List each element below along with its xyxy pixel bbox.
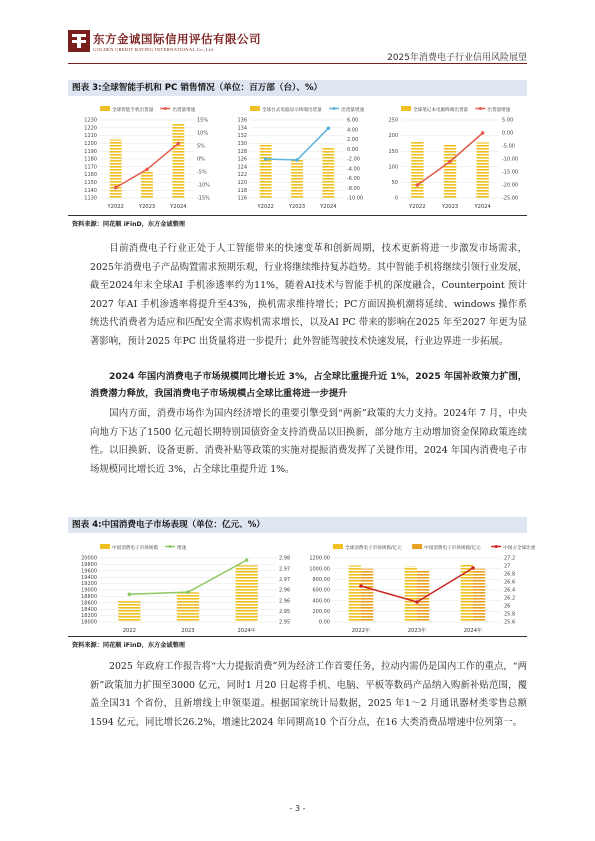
y-left-tick-label: 18000 [81, 619, 97, 626]
y-right-tick-label: 2.97 [279, 576, 291, 583]
y-right-tick-label: 0.00 [347, 146, 359, 153]
y-right-tick-label: 26.4 [504, 587, 516, 594]
y-left-tick-label: 19800 [81, 562, 97, 568]
chart-smartphone-shipments [72, 100, 220, 212]
y-left-tick-label: 1230 [84, 117, 97, 124]
line-point [471, 566, 475, 570]
series-line [266, 128, 329, 160]
y-left-tick-label: 18400 [81, 606, 97, 613]
y-left-tick-label: 400.00 [312, 598, 330, 605]
bar [473, 569, 485, 622]
y-right-tick-label: 5% [197, 143, 205, 150]
legend-label: 出货量增速 [341, 108, 365, 113]
bar [349, 565, 361, 622]
x-tick-label: Y2024 [474, 204, 491, 210]
y-right-tick-label: 2.96 [279, 598, 291, 605]
y-left-tick-label: 1220 [84, 125, 97, 132]
y-right-tick-label: 2.98 [279, 555, 291, 562]
y-left-tick-label: 0 [394, 195, 398, 202]
header-divider [68, 63, 527, 64]
y-right-tick-label: 2.96 [279, 587, 291, 594]
line-point [327, 126, 331, 130]
line-point [128, 592, 132, 596]
y-left-tick-label: 18600 [81, 600, 97, 607]
x-tick-label: Y2023 [441, 204, 459, 210]
y-left-tick-label: 124 [237, 164, 247, 171]
chart-desktop-shipments [222, 100, 370, 212]
y-left-tick-label: 1130 [84, 195, 97, 202]
bar [236, 565, 258, 622]
x-tick-label: Y2022 [107, 204, 124, 210]
line-point [186, 590, 190, 594]
x-tick-label: Y2022 [409, 204, 426, 210]
figure4-source: 资料来源：同花顺 iFinD，东方金诚整理 [72, 642, 185, 649]
y-left-tick-label: 126 [237, 156, 247, 163]
y-left-tick-label: 100 [388, 164, 398, 171]
y-left-tick-label: 118 [237, 187, 247, 194]
bar [361, 569, 373, 622]
y-left-tick-label: 1000.00 [309, 566, 330, 573]
y-left-tick-label: 1190 [84, 148, 97, 155]
y-right-tick-label: 2.00 [347, 137, 359, 144]
y-right-tick-label: -2.00 [347, 156, 360, 163]
legend-label: 出货量增速 [487, 108, 511, 113]
y-left-tick-label: 122 [237, 172, 247, 179]
bar [476, 142, 488, 198]
chart-china-market-size [72, 538, 302, 636]
company-logo [68, 30, 90, 52]
paragraph-domestic-policy-text: 国内方面，消费市场作为国内经济增长的重要引擎受到“两新”政策的大力支持。2024年 7 月，中央向地方下达了1500 亿元超长期特别国债资金支持消费品以旧换新，部分地方主动增加资金保障政策连续性。以旧换新、设备更新、消费补贴等政策的实施对提振消费发挥了关键作用，2024 年国内消费电子市场规模同比增长近 3%，占全球比重提升近 1%。 [90, 408, 527, 475]
x-tick-label: 2024年 [237, 628, 256, 634]
bar [405, 566, 417, 622]
y-right-tick-label: -5% [197, 169, 207, 176]
y-right-tick-label: 15% [197, 117, 209, 124]
bar [260, 143, 272, 198]
legend-swatch-bar [412, 544, 422, 549]
legend-label: 全球消费电子市场规模/亿元 [345, 546, 402, 551]
section-heading-text: 2024 年国内消费电子市场规模同比增长近 3%，占全球比重提升近 1%，2025 年国补政策力扩围，消费潜力释放，我国消费电子市场规模占全球比重将进一步提升 [90, 371, 527, 399]
y-left-tick-label: 134 [237, 125, 247, 132]
figure3-title: 图表 3:全球智能手机和 PC 销售情况（单位：百万部（台）、%） [68, 80, 527, 96]
x-tick-label: Y2022 [257, 204, 274, 210]
chart-china-global-share [305, 538, 536, 636]
y-left-tick-label: 120 [237, 180, 247, 186]
y-right-tick-label: 2.95 [279, 619, 291, 626]
y-left-tick-label: 50 [391, 180, 398, 186]
y-left-tick-label: 116 [237, 195, 247, 202]
paragraph-2025-policy [90, 658, 527, 732]
x-tick-label: Y2024 [170, 204, 187, 210]
y-right-tick-label: 27 [504, 563, 511, 570]
y-right-tick-label: 26.2 [504, 595, 516, 602]
y-right-tick-label: -25.00 [502, 195, 519, 202]
y-right-tick-label: 4.00 [347, 127, 359, 134]
y-right-tick-label: 26 [504, 603, 511, 610]
y-left-tick-label: 1150 [84, 180, 97, 186]
y-right-tick-label: -20.00 [502, 182, 519, 189]
legend-label: 增速 [177, 546, 187, 551]
company-name-en: GOLDEN CREDIT RATING INTERNATIONAL Co.,Ltd. [93, 47, 215, 52]
line-point [245, 558, 249, 562]
legend-swatch-marker [479, 107, 482, 110]
y-right-tick-label: 6.00 [347, 117, 359, 124]
y-left-tick-label: 1200.00 [309, 555, 330, 562]
legend-swatch-bar [250, 106, 260, 111]
figure3-bottom-rule [68, 215, 527, 216]
paragraph-2025-policy-text: 2025 年政府工作报告将“大力提振消费”列为经济工作首要任务，拉动内需仍是国内工作的重点，“两新”政策加力扩围至3000 亿元，同时1 月20 日起将手机、电脑、平板等数码产品纳入购新补贴范围，覆盖全国31 个省份，且新增线上申领渠道。根据国家统计局数据，2025 年1～2 月通讯器材类零售总额1594 亿元，同比增长26.2%，增速比2024 年同期高10 个百分点，在16 大类消费品增速中位列第一。 [90, 661, 527, 728]
figure4-title: 图表 4:中国消费电子市场表现（单位：亿元、%） [68, 517, 527, 533]
line-point [481, 131, 485, 135]
figure4-bottom-rule [68, 636, 527, 637]
x-tick-label: 2022 [122, 628, 136, 634]
bar [322, 147, 334, 198]
y-right-tick-label: 26.8 [504, 571, 516, 578]
line-point [264, 157, 268, 161]
legend-swatch-bar [401, 106, 411, 111]
y-left-tick-label: 800.00 [312, 576, 330, 583]
y-right-tick-label: 2.95 [279, 608, 291, 615]
bar [444, 145, 456, 198]
bar [118, 601, 140, 622]
y-right-tick-label: -15% [197, 195, 210, 202]
legend-swatch-bar [100, 544, 110, 549]
y-right-tick-label: 25.6 [504, 619, 516, 626]
x-tick-label: 2023 [181, 628, 195, 634]
bar [177, 592, 199, 622]
y-left-tick-label: 0.00 [318, 619, 330, 626]
x-tick-label: 2022年 [351, 628, 371, 634]
y-left-tick-label: 1210 [84, 133, 97, 140]
line-point [448, 160, 452, 164]
bar [291, 159, 303, 198]
y-left-tick-label: 1200 [84, 141, 97, 147]
bar [461, 565, 473, 622]
y-left-tick-label: 1180 [84, 156, 97, 163]
y-left-tick-label: 20000 [81, 555, 97, 562]
legend-label: 中国占全球比重 [503, 546, 536, 551]
legend-label: 全球智能手机出货量 [112, 108, 154, 113]
x-tick-label: 2023年 [407, 628, 427, 634]
paragraph-ai-outlook-text: 目前消费电子行业正处于人工智能带来的快速变革和创新周期，技术更新将进一步激发市场需求，2025年消费电子产品购置需求预期乐观，行业将继续维持复苏趋势。其中智能手机将继续引领行业发展，截至2024年末全球AI 手机渗透率约为11%，随着AI技术与智能手机的深度融合，Counterpoint 预计2027 年AI 手机渗透率将提升至43%，换机需求维持增长；PC方面因换机潮将延续、windows 操作系统迭代消费者为适应和匹配安全需求购机需求增长，以及AI PC 带来的影响在2025 年至2027 年更为显著影响，预计2025 年PC 出货量将进一步提升；此外智能驾驶技术快速发展，行业边界进一步拓展。 [90, 243, 527, 347]
y-left-tick-label: 19400 [81, 574, 97, 581]
y-right-tick-label: 0% [197, 156, 205, 163]
line-point [416, 183, 420, 187]
y-right-tick-label: 5.00 [502, 117, 514, 124]
line-point [177, 142, 181, 146]
y-right-tick-label: -8.00 [347, 185, 360, 192]
y-right-tick-label: -10% [197, 182, 210, 189]
y-left-tick-label: 18800 [81, 594, 97, 600]
y-left-tick-label: 128 [237, 148, 247, 155]
y-left-tick-label: 18200 [81, 613, 97, 620]
y-left-tick-label: 250 [388, 117, 398, 124]
legend-label: 全球台式电脑显示终端出货量 [262, 108, 322, 113]
legend-label: 全球笔记本电脑终端出货量 [413, 108, 469, 113]
x-tick-label: Y2023 [138, 204, 156, 210]
y-right-tick-label: 10% [197, 130, 209, 137]
paragraph-ai-outlook [90, 240, 527, 351]
page-number: - 3 - [289, 804, 306, 813]
y-left-tick-label: 150 [388, 148, 398, 155]
y-right-tick-label: 25.8 [504, 611, 516, 618]
y-left-tick-label: 200 [388, 133, 398, 140]
y-left-tick-label: 132 [237, 133, 247, 140]
paragraph-domestic-policy [90, 405, 527, 479]
y-left-tick-label: 1160 [84, 172, 97, 179]
legend-swatch-marker [169, 545, 172, 548]
y-left-tick-label: 19000 [81, 587, 97, 594]
y-right-tick-label: -4.00 [347, 166, 360, 173]
y-left-tick-label: 600.00 [312, 587, 330, 594]
y-right-tick-label: 26.6 [504, 579, 516, 586]
bar [172, 124, 184, 198]
company-name-cn: 东方金诚国际信用评估有限公司 [93, 32, 261, 46]
y-left-tick-label: 130 [237, 141, 247, 147]
y-right-tick-label: 0.00 [502, 130, 514, 137]
legend-swatch-bar [333, 544, 343, 549]
y-right-tick-label: -6.00 [347, 176, 360, 183]
bar [141, 171, 153, 198]
bar [411, 142, 423, 198]
line-point [114, 186, 118, 190]
y-left-tick-label: 19200 [81, 581, 97, 588]
legend-swatch-bar [100, 106, 110, 111]
section-heading-domestic [90, 368, 527, 402]
chart-laptop-shipments [373, 100, 525, 212]
line-point [295, 158, 299, 162]
legend-swatch-marker [495, 545, 498, 548]
x-tick-label: Y2024 [320, 204, 337, 210]
legend-swatch-marker [164, 107, 167, 110]
y-right-tick-label: -10.00 [347, 195, 364, 202]
y-right-tick-label: 2.97 [279, 566, 291, 573]
legend-label: 中国消费电子市场规模/亿元 [424, 546, 481, 551]
line-point [415, 600, 419, 604]
y-right-tick-label: -10.00 [502, 156, 519, 163]
y-left-tick-label: 1170 [84, 164, 97, 171]
line-point [145, 168, 149, 172]
line-point [359, 584, 363, 588]
y-left-tick-label: 136 [237, 117, 247, 124]
y-right-tick-label: 27.2 [504, 555, 516, 562]
x-tick-label: Y2023 [288, 204, 306, 210]
y-left-tick-label: 200.00 [312, 608, 330, 615]
y-right-tick-label: -15.00 [502, 169, 519, 176]
legend-swatch-marker [333, 107, 336, 110]
figure3-source: 资料来源：同花顺 iFinD，东方金诚整理 [72, 221, 185, 228]
report-title: 2025年消费电子行业信用风险展望 [387, 53, 527, 63]
y-left-tick-label: 19600 [81, 568, 97, 575]
legend-label: 出货量增速 [172, 108, 196, 113]
legend-label: 中国消费电子市场规模 [112, 546, 158, 551]
y-left-tick-label: 1140 [84, 187, 97, 194]
y-right-tick-label: -5.00 [502, 143, 515, 150]
x-tick-label: 2024年 [463, 628, 483, 634]
